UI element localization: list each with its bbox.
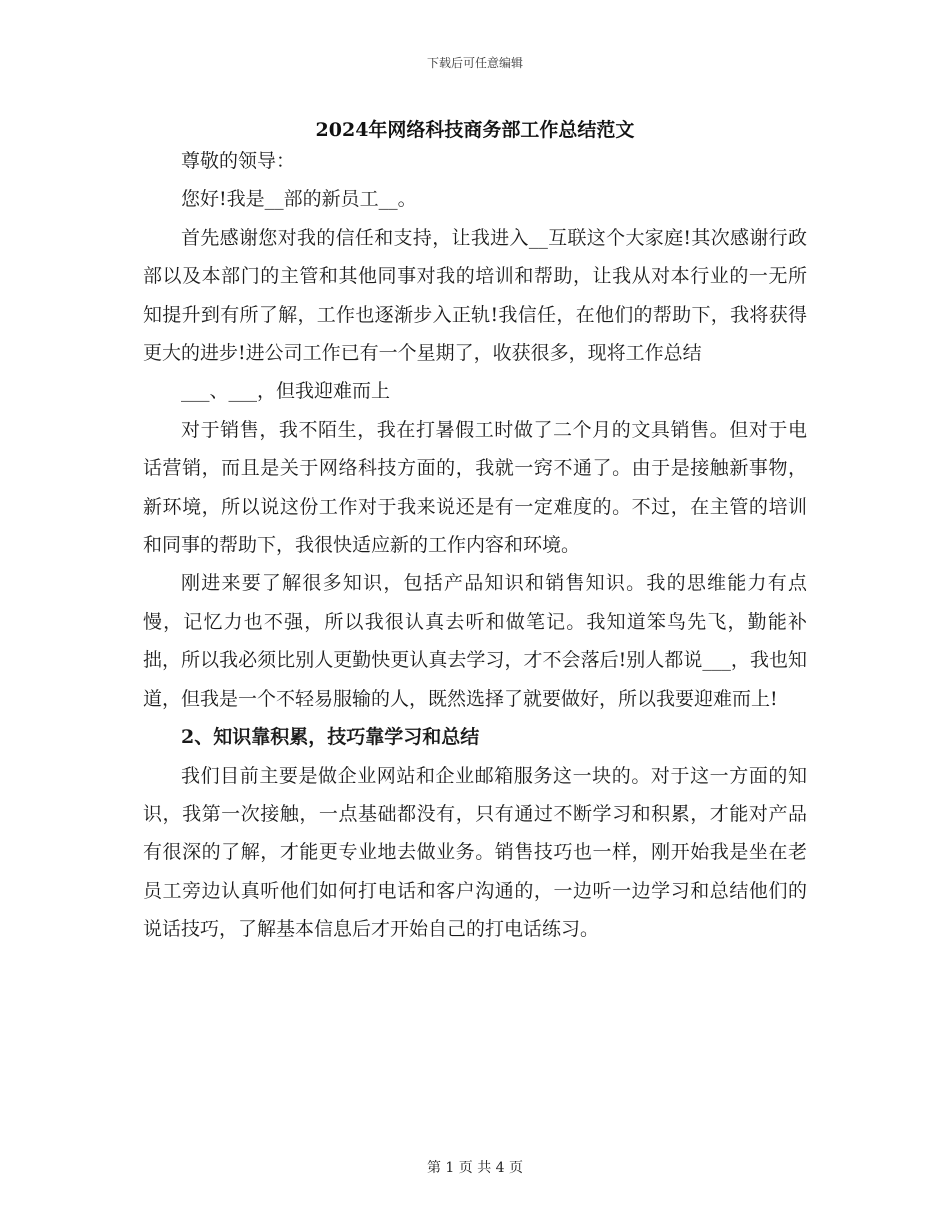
section-heading-1: ___、___，但我迎难而上 [181,380,391,403]
section-heading-2: 2、知识靠积累，技巧靠学习和总结 [181,726,480,749]
knowledge-paragraph: 我们目前主要是做企业网站和企业邮箱服务这一块的。对于这一方面的知识，我第一次接触，一点基础都没有，只有通过不断学习和积累，才能对产品有很深的了解，才能更专业地去做业务。销售技巧也一样，刚开始我是坐在老员工旁边认真听他们如何打电话和客户沟通的，一边听一边学习和总结他们的说话技巧，了解基本信息后才开始自己的打电话练习。 [143,764,807,941]
page-header: 下载后可任意编辑 [426,56,523,70]
page-number: 第 1 页 共 4 页 [426,1160,524,1176]
document-body [143,142,807,949]
learning-paragraph: 刚进来要了解很多知识，包括产品知识和销售知识。我的思维能力有点慢，记忆力也不强，所以我很认真去听和做笔记。我知道笨鸟先飞，勤能补拙，所以我必须比别人更勤快更认真去学习，才不会落后!别人都说___，我也知道，但我是一个不轻易服输的人，既然选择了就要做好，所以我要迎难而上! [143,572,807,710]
greeting-paragraph: 您好!我是__部的新员工__。 [181,188,417,211]
sales-paragraph: 对于销售，我不陌生，我在打暑假工时做了二个月的文具销售。但对于电话营销，而且是关于网络科技方面的，我就一窍不通了。由于是接触新事物，新环境，所以说这份工作对于我来说还是有一定难度的。不过，在主管的培训和同事的帮助下，我很快适应新的工作内容和环境。 [143,418,807,557]
salutation: 尊敬的领导： [181,150,296,172]
intro-paragraph: 首先感谢您对我的信任和支持，让我进入__互联这个大家庭!其次感谢行政部以及本部门的主管和其他同事对我的培训和帮助，让我从对本行业的一无所知提升到有所了解，工作也逐渐步入正轨!我信任，在他们的帮助下，我将获得更大的进步!进公司工作已有一个星期了，收获很多，现将工作总结 [143,226,807,365]
document-title: 2024年网络科技商务部工作总结范文 [315,119,635,141]
